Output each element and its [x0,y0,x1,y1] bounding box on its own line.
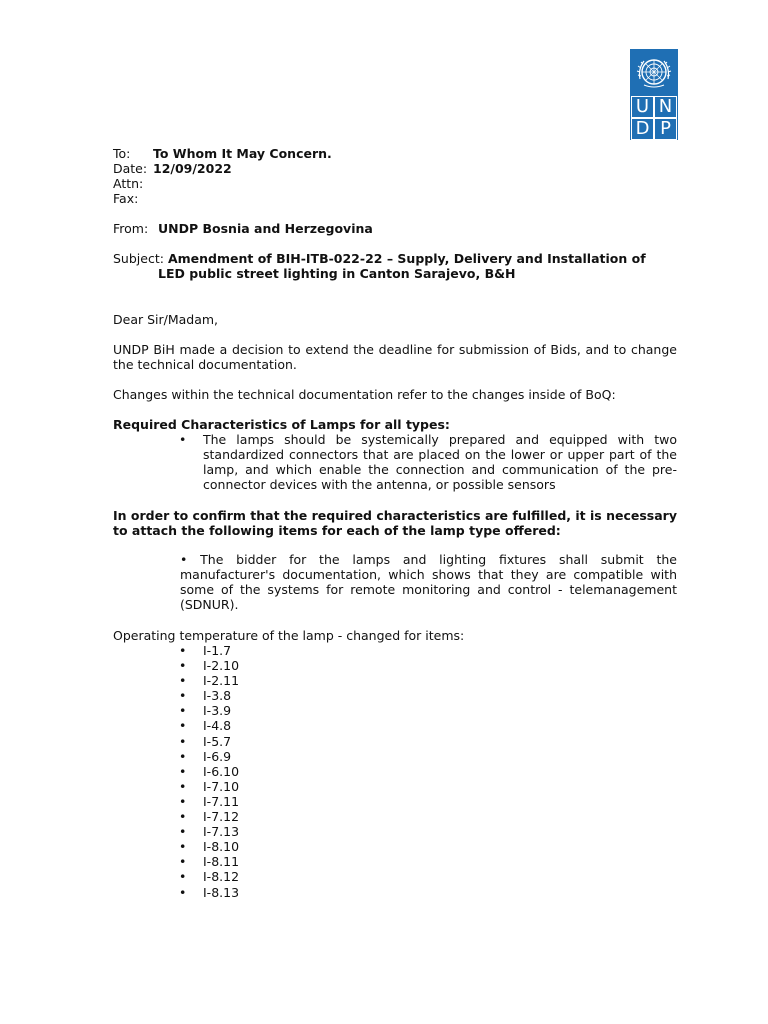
subject-block [113,251,677,281]
subject-line1: Amendment of BIH-ITB-022-22 – Supply, Delivery and Installation of [167,251,646,266]
paragraph-changes: Changes within the technical documentation refer to the changes inside of BoQ: [113,387,616,402]
list-item [175,824,239,839]
item-code: I-2.11 [203,673,240,689]
item-code: I-7.13 [203,824,240,840]
fax-label: Fax: [113,191,139,206]
date-row [113,161,232,176]
paragraph-extension: UNDP BiH made a decision to extend the deadline for submission of Bids, and to change the technical documentation. [113,342,677,372]
list-item [175,688,239,703]
date-value: 12/09/2022 [153,161,232,176]
from-row [113,221,373,236]
to-value: To Whom It May Concern. [153,146,332,161]
bullet-icon: • [179,673,187,689]
list-item [175,779,239,794]
list-item [175,673,239,688]
bullet-icon: • [179,748,187,764]
attn-row [113,176,143,191]
logo-letter: P [655,119,676,139]
from-label: From: [113,221,149,236]
item-code: I-1.7 [203,643,232,658]
date-label: Date: [113,161,148,176]
to-label: To: [113,146,131,161]
list-item [175,839,239,854]
required-characteristics-heading: Required Characteristics of Lamps for all types: [113,417,450,432]
list-item [175,809,239,824]
item-code: I-7.11 [203,793,240,809]
bullet-icon: • [179,778,187,794]
undp-logo [630,49,678,140]
list-item [175,749,239,764]
item-code: I-5.7 [203,733,232,749]
bullet-icon: • [179,884,187,900]
un-emblem-icon [632,51,676,95]
item-code: I-3.8 [203,688,232,704]
item-code: I-6.10 [203,763,240,779]
item-code: I-8.10 [203,839,240,855]
item-code: I-4.8 [203,718,232,734]
undp-letters [632,97,676,139]
logo-letter: U [632,97,653,117]
attn-label: Attn: [113,176,144,191]
bullet-icon: • [179,839,187,855]
list-item [175,794,239,809]
item-code: I-6.9 [203,748,232,764]
bullet-icon: • [179,658,187,674]
logo-letter: N [655,97,676,117]
item-code: I-7.10 [203,778,240,794]
item-code: I-7.12 [203,809,240,825]
item-code: I-3.9 [203,703,232,719]
item-code: I-8.13 [203,884,240,900]
bullet-icon: • [179,703,187,719]
changed-items-list [175,643,239,900]
bullet-icon: • [179,793,187,809]
bullet-icon: • [179,718,187,734]
bullet-icon: • [179,643,187,658]
bullet-icon: • [179,432,187,447]
bullet-icon: • [179,733,187,749]
confirm-heading: In order to confirm that the required characteristics are fulfilled, it is necessary to attach the following items for each of the lamp type offered: [113,508,677,538]
to-row [113,146,332,161]
subject-line2: LED public street lighting in Canton Sarajevo, B&H [158,266,516,281]
bullet-icon: • [179,854,187,870]
fax-row [113,191,138,206]
required-characteristics-text: The lamps should be systemically prepared and equipped with two standardized connectors that are placed on the lower or upper part of the lamp, and which enable the connection and communication of the pre-connector devices with the antenna, or possible sensors [203,432,677,492]
salutation: Dear Sir/Madam, [113,312,219,327]
list-item [175,643,239,658]
list-item [175,734,239,749]
list-item [175,658,239,673]
list-item [175,885,239,900]
operating-temperature-intro: Operating temperature of the lamp - changed for items: [113,628,465,643]
list-item [175,764,239,779]
item-code: I-8.12 [203,869,240,885]
subject-label: Subject: [113,251,164,266]
bullet-icon: • [179,763,187,779]
list-item [175,718,239,733]
list-item [175,869,239,884]
item-code: I-2.10 [203,658,240,674]
bullet-icon: • [179,688,187,704]
item-code: I-8.11 [203,854,240,870]
list-item [175,854,239,869]
bullet-icon: • [179,809,187,825]
from-value: UNDP Bosnia and Herzegovina [158,221,373,236]
list-item [175,703,239,718]
bidder-requirement: • The bidder for the lamps and lighting fixtures shall submit the manufacturer's documentation, which shows that they are compatible with some of the systems for remote monitoring and control - telemanagement (SDNUR). [180,552,677,612]
bullet-icon: • [179,869,187,885]
required-characteristics-item [175,432,677,492]
logo-letter: D [632,119,653,139]
bullet-icon: • [179,824,187,840]
